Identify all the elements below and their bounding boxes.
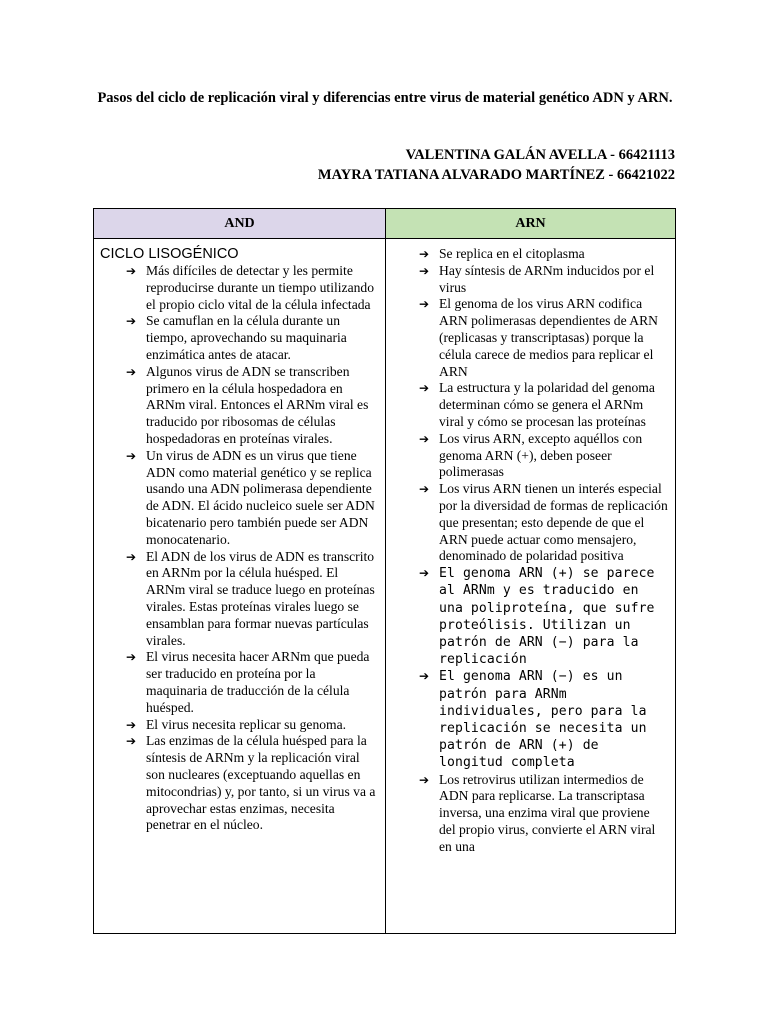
rna-column-cell [386,239,676,934]
list-item-text: Más difíciles de detectar y les permite reproducirse durante un tiempo utilizando el propio ciclo vital de la célula infectada [146,263,375,312]
list-item-text: Los virus ARN, excepto aquéllos con genoma ARN (+), deben poseer polimerasas [439,430,643,480]
right-arrow-icon: ➔ [419,566,430,581]
list-item-text: Las enzimas de la célula huésped para la síntesis de ARNm y la replicación viral son nucleares (exceptuando aquellas en mitocondrias) y, por tanto, si un virus va a aprovechar estas enzimas, necesita penetrar en el núcleo. [146,733,376,833]
document-title: Pasos del ciclo de replicación viral y diferencias entre virus de material genético ADN y ARN. [97,90,673,106]
list-item-text: Un virus de ADN es un virus que tiene ADN como material genético y se replica usando una ADN polimerasa dependiente de ADN. El ácido nucleico suele ser ADN bicatenario pero también puede ser ADN monocatenario. [146,447,375,547]
list-item-text: El genoma ARN (+) se parece al ARNm y es traducido en una poliproteína, que sufre proteólisis. Utilizan un patrón de ARN (−) para la replicación [439,566,655,668]
list-item [100,313,379,363]
list-item [100,364,379,448]
right-arrow-icon: ➔ [419,297,430,312]
section-title: CICLO LISOGÉNICO [100,246,239,262]
list-item-text: El genoma ARN (−) es un patrón para ARNm individuales, pero para la replicación se necesita un patrón de ARN (+) de longitud completa [439,669,647,771]
list-item-text: La estructura y la polaridad del genoma determinan cómo se genera el ARNm viral y cómo se procesan las proteínas [439,380,655,429]
header-rna-column: ARN [386,209,676,239]
list-item [100,733,379,834]
list-item-text: Los virus ARN tienen un interés especial por la diversidad de formas de replicación que presentan; esto depende de que el ARN puede actuar como mensajero, denominado de polaridad positiva [439,481,668,564]
right-arrow-icon: ➔ [126,734,137,749]
list-item [392,263,669,297]
list-item [392,772,669,856]
rna-bullet-list [392,246,669,856]
list-item [100,448,379,549]
dna-column-cell [94,239,386,934]
list-item-text: Hay síntesis de ARNm inducidos por el virus [439,262,655,295]
list-item-text: El virus necesita replicar su genoma. [146,716,347,732]
comparison-table [93,208,676,934]
right-arrow-icon: ➔ [126,717,137,732]
right-arrow-icon: ➔ [419,669,430,684]
author-line: MAYRA TATIANA ALVARADO MARTÍNEZ - 66421022 [317,166,675,183]
list-item [100,649,379,716]
right-arrow-icon: ➔ [126,549,137,564]
list-item-text: Se camuflan en la célula durante un tiempo, aprovechando su maquinaria enzimática antes de atacar. [146,313,347,362]
list-item [392,246,669,263]
right-arrow-icon: ➔ [419,772,430,787]
right-arrow-icon: ➔ [419,263,430,278]
right-arrow-icon: ➔ [126,264,137,278]
list-item-text: El ADN de los virus de ADN es transcrito en ARNm por la célula huésped. El ARNm viral se traduce luego en proteínas virales. Estas proteínas virales luego se ensamblan para formar nuevas partículas virales. [146,548,375,648]
list-item-text: Se replica en el citoplasma [439,246,585,261]
author-line: VALENTINA GALÁN AVELLA - 66421113 [405,147,675,163]
list-item [100,549,379,650]
right-arrow-icon: ➔ [419,431,430,446]
right-arrow-icon: ➔ [126,364,137,379]
list-item-text: Los retrovirus utilizan intermedios de ADN para replicarse. La transcriptasa inversa, una enzima viral que proviene del propio virus, convierte el ARN viral en una [439,771,656,854]
authors-block [318,146,675,185]
list-item [392,668,669,771]
list-item [392,481,669,565]
right-arrow-icon: ➔ [126,448,137,463]
right-arrow-icon: ➔ [126,314,137,329]
dna-bullet-list [100,263,379,834]
right-arrow-icon: ➔ [419,482,430,497]
list-item [392,296,669,380]
list-item-text: Algunos virus de ADN se transcriben primero en la célula hospedadora en ARNm viral. Entonces el ARNm viral es traducido por ribosomas de células hospedadoras en proteínas virales. [146,363,369,446]
list-item [100,263,379,313]
list-item [392,380,669,430]
list-item [392,565,669,668]
list-item [392,431,669,481]
header-dna-column: AND [94,209,386,239]
right-arrow-icon: ➔ [419,247,430,261]
list-item [100,717,379,734]
list-item-text: El virus necesita hacer ARNm que pueda ser traducido en proteína por la maquinaria de traducción de la célula huésped. [146,649,370,715]
right-arrow-icon: ➔ [419,381,430,396]
right-arrow-icon: ➔ [126,650,137,665]
list-item-text: El genoma de los virus ARN codifica ARN polimerasas dependientes de ARN (replicasas y transcriptasas) porque la célula carece de medios para replicar el ARN [439,296,658,379]
